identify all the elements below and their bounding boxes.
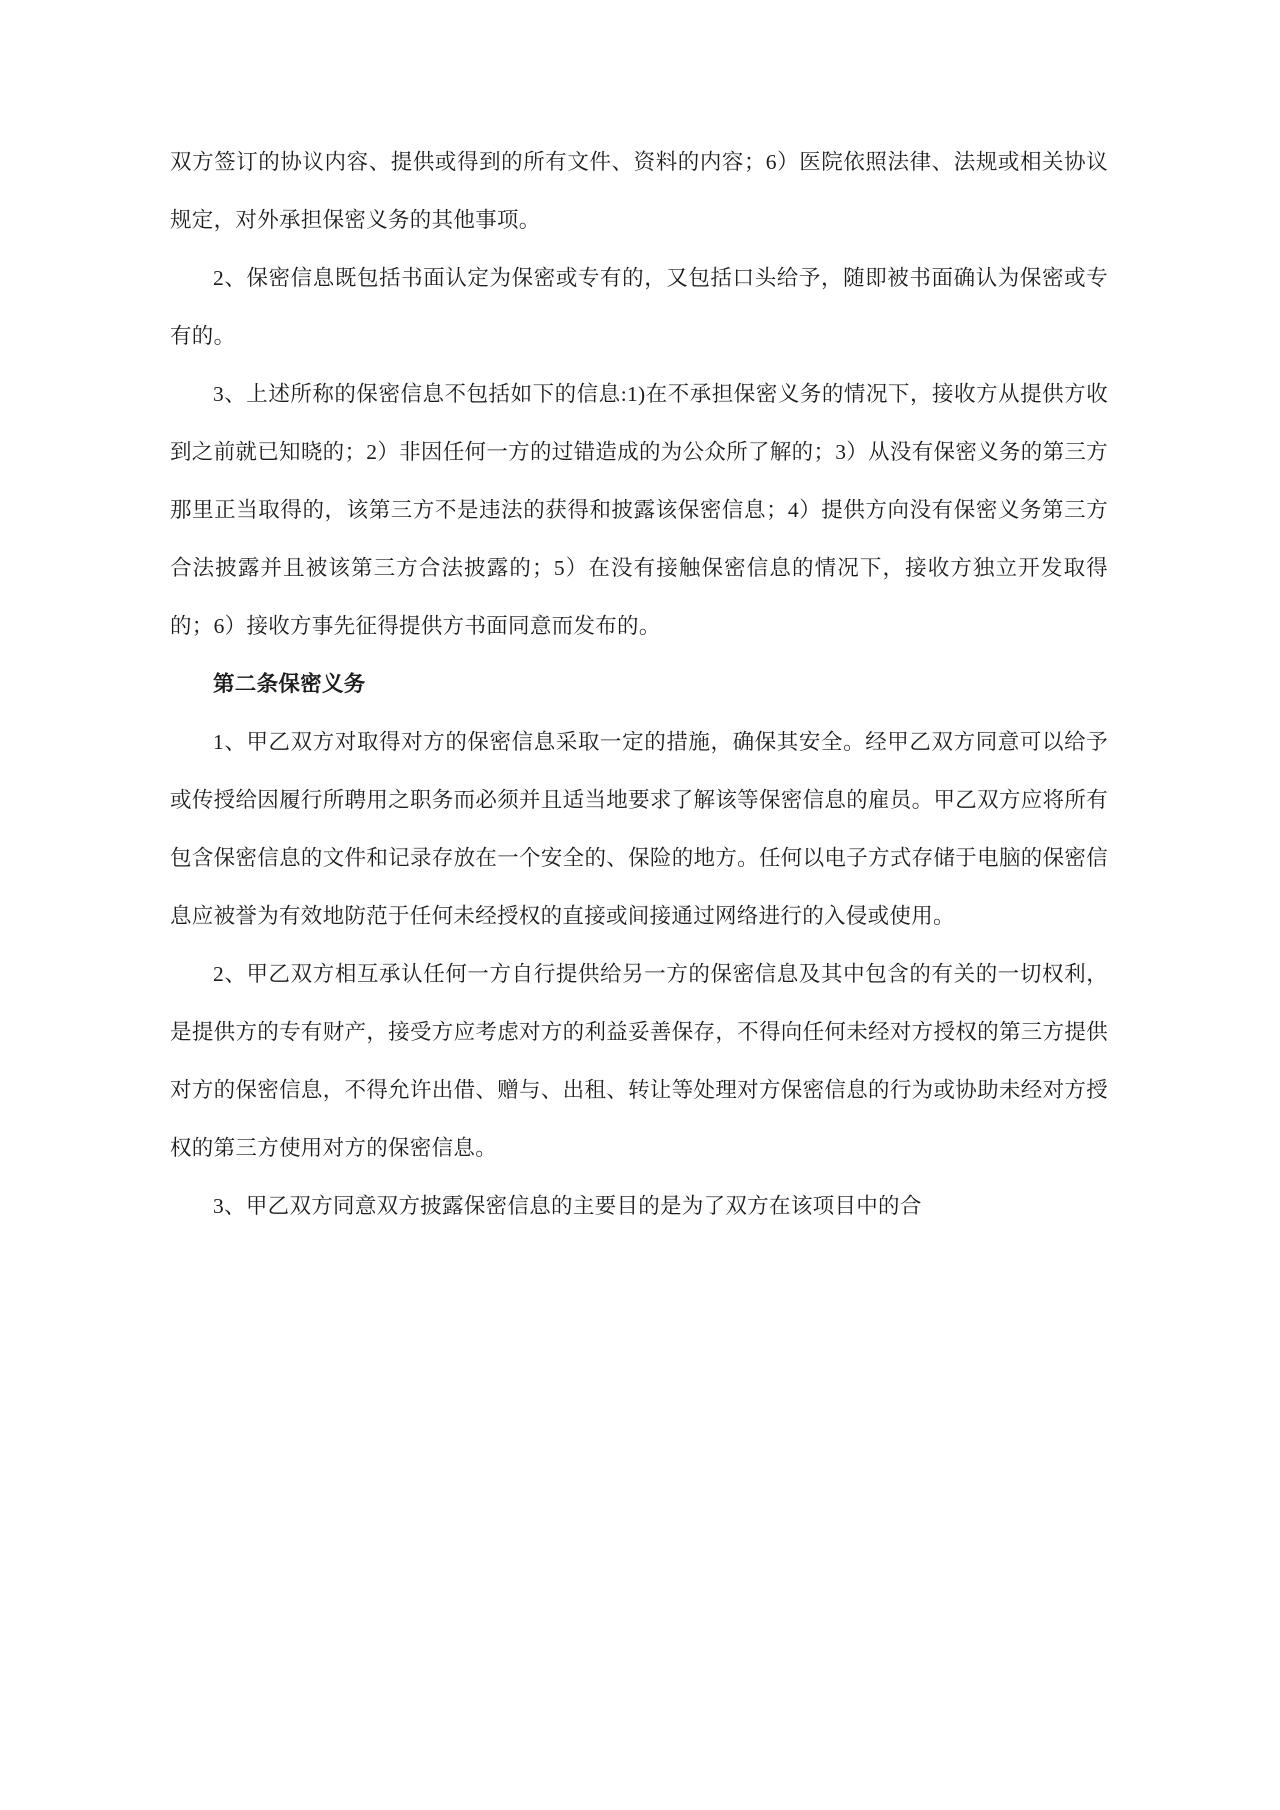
paragraph-continuation: 双方签订的协议内容、提供或得到的所有文件、资料的内容；6）医院依照法律、法规或相关协议规定，对外承担保密义务的其他事项。: [170, 150, 1108, 232]
paragraph-duty-2: 2、甲乙双方相互承认任何一方自行提供给另一方的保密信息及其中包含的有关的一切权利，是提供方的专有财产，接受方应考虑对方的利益妥善保存，不得向任何未经对方授权的第三方提供对方的保密信息，不得允许出借、赠与、出租、转让等处理对方保密信息的行为或协助未经对方授权的第三方使用对方的保密信息。: [170, 962, 1108, 1160]
paragraph-duty-1: 1、甲乙双方对取得对方的保密信息采取一定的措施，确保其安全。经甲乙双方同意可以给予或传授给因履行所聘用之职务而必须并且适当地要求了解该等保密信息的雇员。甲乙双方应将所有包含保密信息的文件和记录存放在一个安全的、保险的地方。任何以电子方式存储于电脑的保密信息应被誉为有效地防范于任何未经授权的直接或间接通过网络进行的入侵或使用。: [170, 730, 1108, 928]
paragraph-item-2: 2、保密信息既包括书面认定为保密或专有的，又包括口头给予，随即被书面确认为保密或专有的。: [170, 266, 1108, 348]
paragraph-duty-3-cutoff: 3、甲乙双方同意双方披露保密信息的主要目的是为了双方在该项目中的合: [213, 1194, 922, 1218]
section-heading: 第二条保密义务: [213, 672, 366, 696]
paragraph-item-3: 3、上述所称的保密信息不包括如下的信息:1)在不承担保密义务的情况下，接收方从提供方收到之前就已知晓的；2）非因任何一方的过错造成的为公众所了解的；3）从没有保密义务的第三方那里正当取得的，该第三方不是违法的获得和披露该保密信息；4）提供方向没有保密义务第三方合法披露并且被该第三方合法披露的；5）在没有接触保密信息的情况下，接收方独立开发取得的；6）接收方事先征得提供方书面同意而发布的。: [170, 382, 1108, 638]
